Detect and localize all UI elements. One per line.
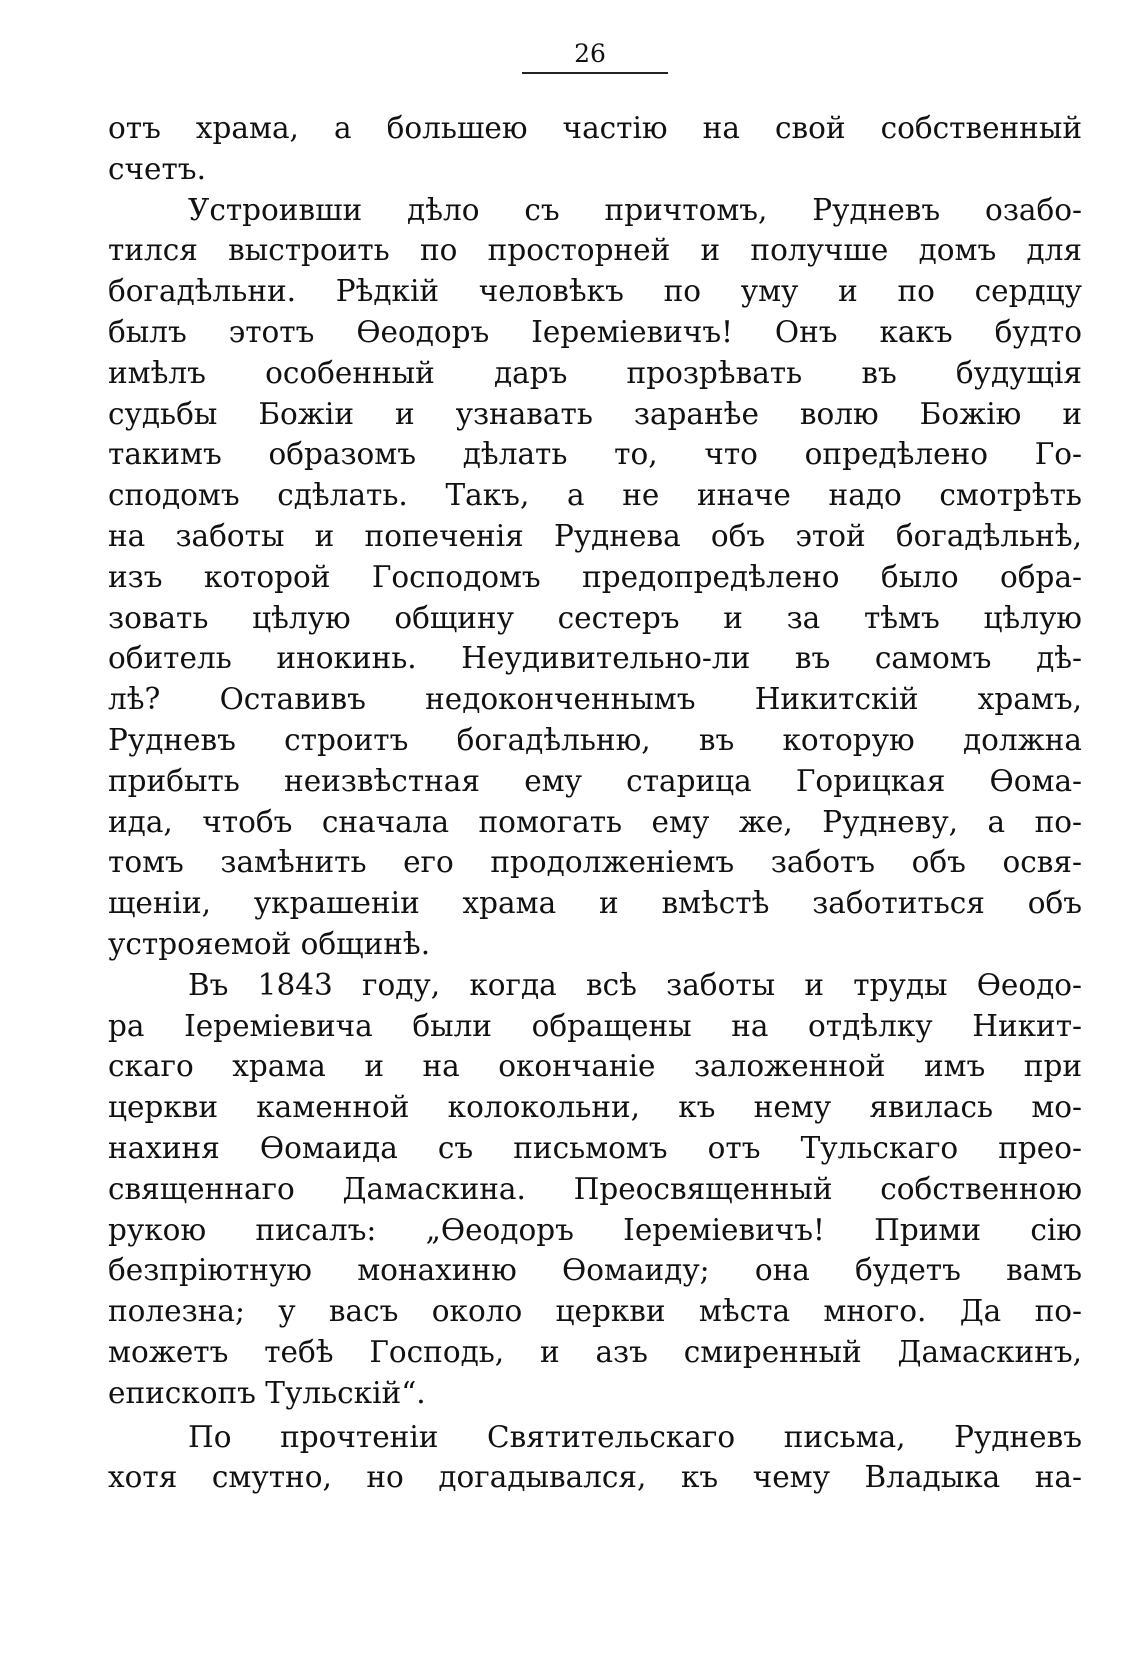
text-line: тился выстроить по просторней и получше домъ для <box>108 233 1082 268</box>
text-line: Въ 1843 году, когда всѣ заботы и труды Ѳеодо- <box>188 967 1082 1002</box>
text-line: епископъ Тульскій“. <box>108 1375 426 1410</box>
text-line: богадѣльни. Рѣдкій человѣкъ по уму и по сердцу <box>108 274 1082 309</box>
text-line: лѣ? Оставивъ недоконченнымъ Никитскій храмъ, <box>108 682 1082 717</box>
paragraph-1 <box>108 108 1082 190</box>
text-line: имѣлъ особенный даръ прозрѣвать въ будущія <box>108 355 1082 390</box>
text-line: сподомъ сдѣлать. Такъ, а не иначе надо смотрѣть <box>108 478 1082 513</box>
page-number: 26 <box>574 39 606 68</box>
text-line: былъ этотъ Ѳеодоръ Іереміевичъ! Онъ какъ будто <box>108 314 1082 349</box>
text-line: на заботы и попеченія Руднева объ этой богадѣльнѣ, <box>108 518 1082 553</box>
text-line: обитель инокинь. Неудивительно-ли въ самомъ дѣ- <box>108 641 1082 676</box>
text-line: Устроивши дѣло съ причтомъ, Рудневъ озабо- <box>188 192 1082 227</box>
text-line: такимъ образомъ дѣлать то, что опредѣлено Го- <box>108 437 1082 472</box>
text-line: безпріютную монахиню Ѳомаиду; она будетъ вамъ <box>108 1253 1082 1288</box>
text-line: полезна; у васъ около церкви мѣста много. Да по- <box>108 1294 1082 1329</box>
text-line: щеніи, украшеніи храма и вмѣстѣ заботиться объ <box>108 886 1082 921</box>
text-line: томъ замѣнить его продолженіемъ заботъ объ освя- <box>108 845 1082 880</box>
text-line: церкви каменной колокольни, къ нему явилась мо- <box>108 1090 1082 1125</box>
header-rule <box>522 72 668 74</box>
text-line: счетъ. <box>108 151 206 186</box>
text-line: ида, чтобъ сначала помогать ему же, Рудневу, а по- <box>108 804 1082 839</box>
paragraph-3 <box>108 965 1082 1414</box>
text-line: изъ которой Господомъ предопредѣлено было обра- <box>108 559 1082 594</box>
text-line: ра Іереміевича были обращены на отдѣлку Никит- <box>108 1008 1082 1043</box>
text-line: можетъ тебѣ Господь, и азъ смиренный Дамаскинъ, <box>108 1334 1082 1369</box>
text-line: хотя смутно, но догадывался, къ чему Владыка на- <box>108 1460 1082 1495</box>
body-text <box>108 108 1082 1498</box>
text-line: священнаго Дамаскина. Преосвященный собственною <box>108 1171 1082 1206</box>
text-line: нахиня Ѳомаида съ письмомъ отъ Тульскаго прео- <box>108 1130 1082 1165</box>
paragraph-2 <box>108 190 1082 965</box>
text-line: скаго храма и на окончаніе заложенной имъ при <box>108 1049 1082 1084</box>
text-line: отъ храма, а большею частію на свой собственный <box>108 111 1082 145</box>
text-line: устрояемой общинѣ. <box>108 926 431 961</box>
paragraph-4 <box>108 1417 1082 1499</box>
text-line: прибыть неизвѣстная ему старица Горицкая Ѳома- <box>108 763 1082 798</box>
text-line: По прочтеніи Святительскаго письма, Рудневъ <box>188 1419 1082 1454</box>
text-line: судьбы Божіи и узнавать заранѣе волю Божію и <box>108 396 1082 431</box>
text-line: Рудневъ строитъ богадѣльню, въ которую должна <box>108 722 1082 757</box>
text-line: рукою писалъ: „Ѳеодоръ Іереміевичъ! Прими сію <box>108 1212 1082 1247</box>
text-line: зовать цѣлую общину сестеръ и за тѣмъ цѣлую <box>108 600 1082 635</box>
